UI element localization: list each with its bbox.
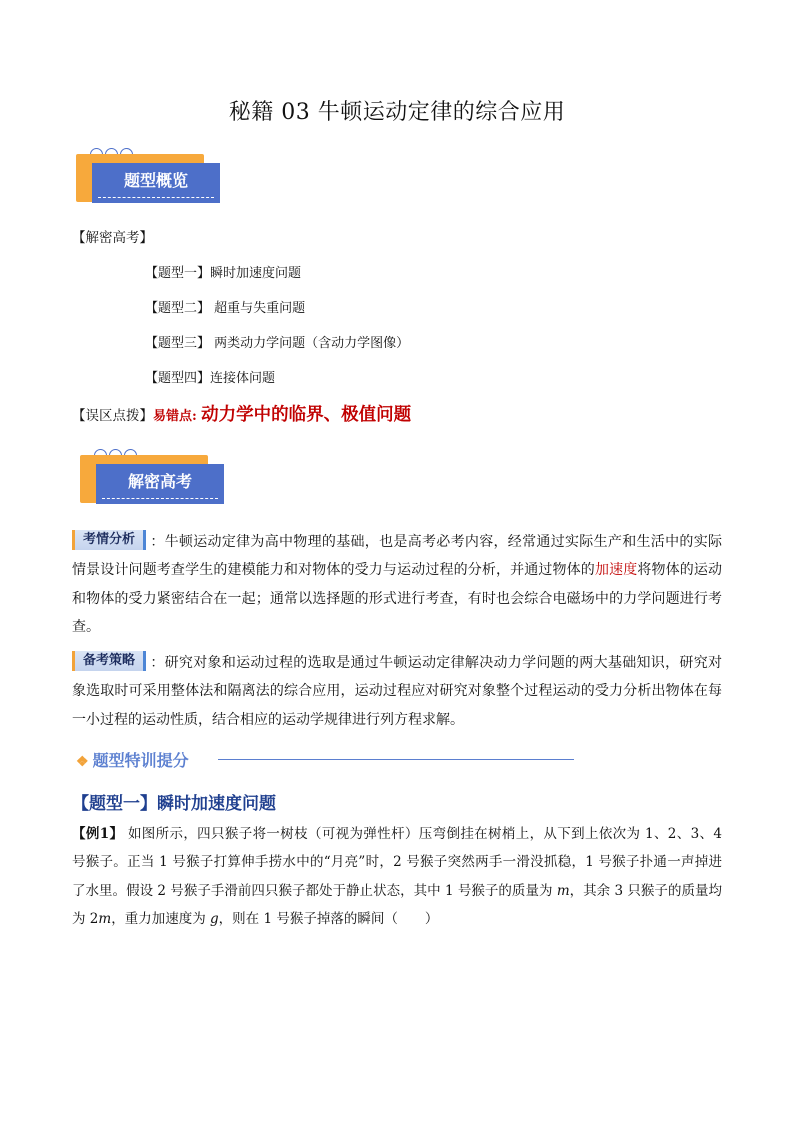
decode-label: 【解密高考】 (72, 230, 153, 246)
badge-front (92, 163, 220, 203)
example-text-1: 如图所示，四只猴子将一树枝（可视为弹性杆）压弯倒挂在树梢上，从下到上依次为 1、2、3、4 号猴子。正当 1 号猴子打算伸手捞水中的“月亮”时，2 号猴子突然两手一滑没抓稳，1 号猴子扑通一声掉进了水里。假设 2 号猴子手滑前四只猴子都处于静止状态，其中 1 号猴子的质量为 (72, 826, 722, 899)
feature-heading-text: 题型特训提分 (92, 751, 189, 770)
overview-badge (76, 146, 226, 216)
type-item-4: 【题型四】连接体问题 (145, 371, 276, 386)
decode-badge (80, 447, 230, 517)
decode-badge-label: 解密高考 (127, 472, 192, 491)
example-text-2: ，其余 3 只猴子的质量均为 2 (72, 882, 723, 927)
analysis-text-2: 将物体的运动和物体的受力紧密结合在一起；通常以选择题的形式进行考查，有时也会综合电磁场中的力学问题进行考查。 (72, 562, 723, 635)
type-item-2: 【题型二】 超重与失重问题 (145, 301, 306, 316)
strategy-paragraph (72, 649, 722, 734)
type-item-1: 【题型一】瞬时加速度问题 (145, 266, 302, 281)
overview-badge-label: 题型概览 (123, 171, 188, 190)
analysis-paragraph (72, 528, 722, 641)
example-text-3: ，重力加速度为 (111, 910, 210, 927)
example-paragraph (72, 820, 722, 933)
var-g: g (210, 910, 219, 927)
var-m-2: m (98, 910, 112, 927)
page-title: 秘籍 03 牛顿运动定律的综合应用 (228, 100, 566, 125)
example-label: 【例1】 (72, 826, 124, 842)
feature-divider (218, 759, 574, 760)
mistake-label: 【误区点拨】 (72, 408, 153, 424)
type-item-3: 【题型三】 两类动力学问题（含动力学图像） (145, 336, 410, 351)
strategy-tag: 备考策略 (72, 651, 146, 671)
var-m: m (556, 882, 570, 899)
section-heading: 【题型一】瞬时加速度问题 (72, 794, 276, 814)
example-text-4: ，则在 1 号猴子掉落的瞬间（ ） (218, 910, 439, 927)
analysis-text-1: ：牛顿运动定律为高中物理的基础，也是高考必考内容，经常通过实际生产和生活中的实际情景设计问题考查学生的建模能力和对物体的受力与运动过程的分析，并通过物体的 (72, 534, 722, 579)
analysis-highlight: 加速度 (594, 562, 638, 579)
diamond-icon: ❖ (76, 754, 89, 770)
badge-front (96, 464, 224, 504)
mistake-row (72, 401, 411, 426)
feature-heading (76, 748, 189, 771)
mistake-lead: 易错点: (153, 409, 197, 424)
analysis-tag: 考情分析 (72, 530, 146, 550)
mistake-topic: 动力学中的临界、极值问题 (201, 405, 412, 425)
strategy-text: ：研究对象和运动过程的选取是通过牛顿运动定律解决动力学问题的两大基础知识，研究对象选取时可采用整体法和隔离法的综合应用，运动过程应对研究对象整个过程运动的受力分析出物体在每一小过程的运动性质，结合相应的运动学规律进行列方程求解。 (72, 655, 722, 728)
